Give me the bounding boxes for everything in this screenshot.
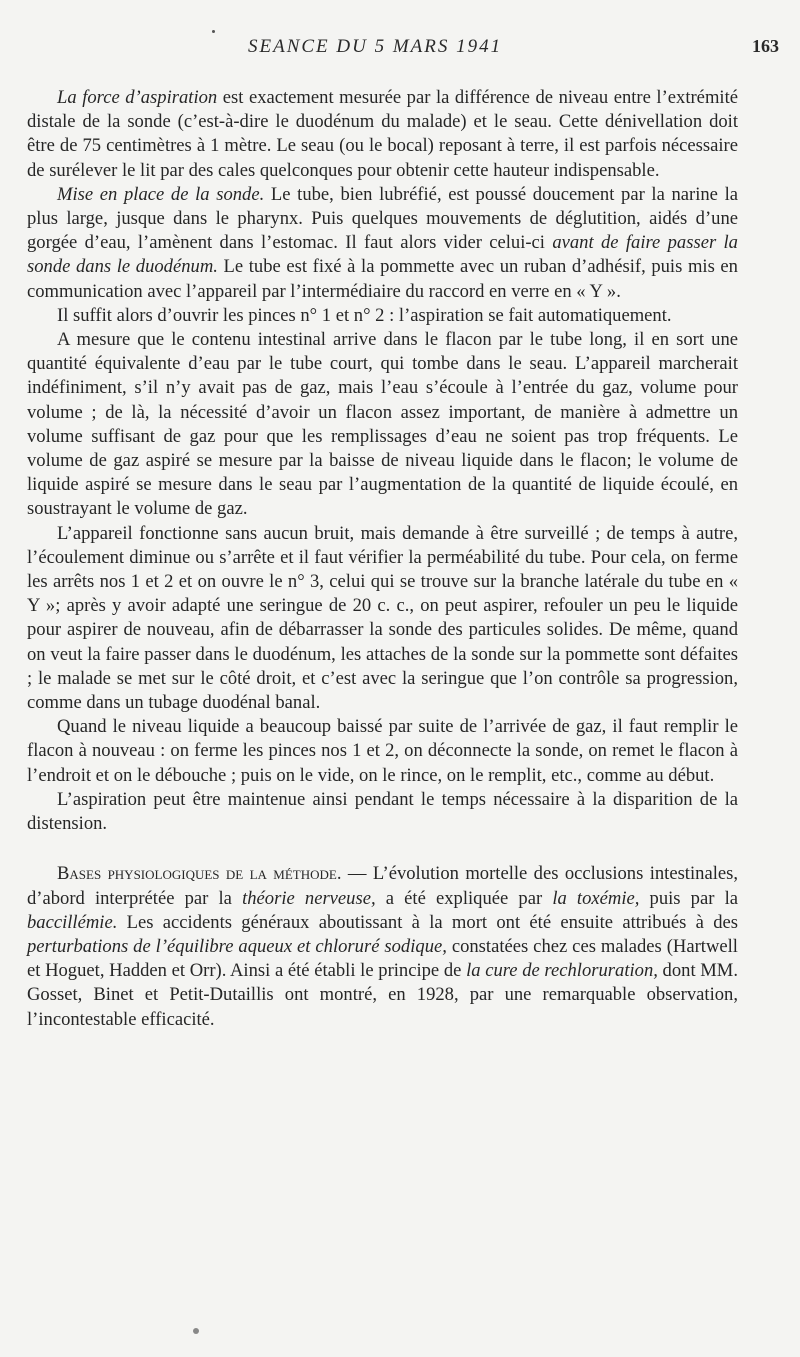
paragraph-body: Le tube, bien lubréfié, est poussé doucement par la narine la plus large, jusque dans le pharynx. Puis quelques mouvements de déglutition, aidés d’une gorgée d’eau, l’amènent dans l’estomac. Il faut alors vider celui-ci <box>27 183 739 254</box>
paragraph-force-aspiration <box>27 86 738 183</box>
section-heading: Bases physiologiques de la méthode. <box>57 863 342 885</box>
paragraph-lead: La force d’aspiration <box>57 87 218 108</box>
paragraph-maintien: L’aspiration peut être maintenue ainsi pendant le temps nécessaire à la disparition de la distension. <box>27 788 738 835</box>
running-header <box>0 36 800 60</box>
text-run: — L’évolution mortelle des occlusions intestinales, d’abord interprétée par la <box>27 863 738 909</box>
paragraph-bases-physiologiques <box>27 862 738 1031</box>
emphasis: la cure de rechloruration, <box>466 960 658 982</box>
header-title: SEANCE DU 5 MARS 1941 <box>248 36 503 57</box>
print-speck <box>193 1328 199 1334</box>
emphasis: la toxémie, <box>552 887 640 909</box>
text-run: puis par la <box>639 887 738 909</box>
paragraph-contenu-intestinal: A mesure que le contenu intestinal arrive dans le flacon par le tube long, il en sort une quantité équivalente d’eau par le tube court, qui tombe dans le seau. L’appareil marcherait indéfiniment, s’il n’y avait pas de gaz, mais l’eau s’écoule à l’entrée du gaz, volume pour volume ; de là, la nécessité d’avoir un flacon assez important, de manière à admettre un volume suffisant de gaz pour que les remplissages d’eau ne soient pas trop fréquents. Le volume de gaz aspiré se mesure par la baisse de niveau liquide dans le flacon; le volume de liquide aspiré se mesure dans le seau par l’augmentation de la quantité de liquide écoulé, en soustrayant le volume de gaz. <box>27 329 738 520</box>
emphasis: perturbations de l’équilibre aqueux et chloruré sodique, <box>27 935 447 957</box>
text-run: dont MM. Gosset, Binet et Petit-Dutaillis ont montré, en 1928, par une remarquable observation, l’incontestable efficacité. <box>27 960 738 1030</box>
paragraph-mise-en-place <box>27 183 738 304</box>
text-run: a été expliquée par <box>375 887 553 909</box>
body-text <box>27 86 738 1032</box>
page-number: 163 <box>752 36 779 56</box>
paragraph-body: Le tube est fixé à la pommette avec un ruban d’adhésif, puis mis en communication avec l’appareil par l’intermédiaire du raccord en verre en « Y ». <box>27 256 738 302</box>
paragraph-remplissage: Quand le niveau liquide a beaucoup baissé par suite de l’arrivée de gaz, il faut remplir le flacon à nouveau : on ferme les pinces nos 1 et 2, on déconnecte la sonde, on remet le flacon à l’endroit et on le débouche ; puis on le vide, on le rince, on le remplit, etc., comme au début. <box>27 716 738 786</box>
emphasis: avant de faire passer la sonde dans le duodénum. <box>27 232 738 278</box>
emphasis: baccillémie. <box>27 911 118 933</box>
paragraph-fonctionnement: L’appareil fonctionne sans aucun bruit, mais demande à être surveillé ; de temps à autre, l’écoulement diminue ou s’arrête et il faut vérifier la perméabilité du tube. Pour cela, on ferme les arrêts nos 1 et 2 et on ouvre le n° 3, celui qui se trouve sur la branche latérale du tube en « Y »; après y avoir adapté une seringue de 20 c. c., on peut aspirer, refouler un peu le liquide pour aspirer de nouveau, afin de débarrasser la sonde des particules solides. De même, quand on veut la faire passer dans le duodénum, les attaches de la sonde sur la pommette sont défaites ; le malade se met sur le côté droit, et c’est avec la seringue que l’on contrôle sa progression, comme dans un tubage duodénal banal. <box>27 522 738 714</box>
text-run: Les accidents généraux aboutissant à la mort ont été ensuite attribués à des <box>117 911 738 933</box>
paragraph-body: est exactement mesurée par la différence de niveau entre l’extrémité distale de la sonde (c’est-à-dire le duodénum du malade) et le seau. Cette dénivellation doit être de 75 centimètres à 1 mètre. Le seau (ou le bocal) reposant à terre, il est parfois nécessaire de surélever le lit par des cales quelconques pour obtenir cette hauteur indispensable. <box>27 87 738 181</box>
text-run: constatées chez ces malades (Hartwell et Hoguet, Hadden et Orr). Ainsi a été établi le principe de <box>27 935 738 982</box>
emphasis: théorie nerveuse, <box>242 887 376 909</box>
paragraph-lead: Mise en place de la sonde. <box>57 183 265 205</box>
print-speck <box>212 30 215 33</box>
paragraph-pinces: Il suffit alors d’ouvrir les pinces n° 1 et n° 2 : l’aspiration se fait automatiquement. <box>57 304 672 326</box>
